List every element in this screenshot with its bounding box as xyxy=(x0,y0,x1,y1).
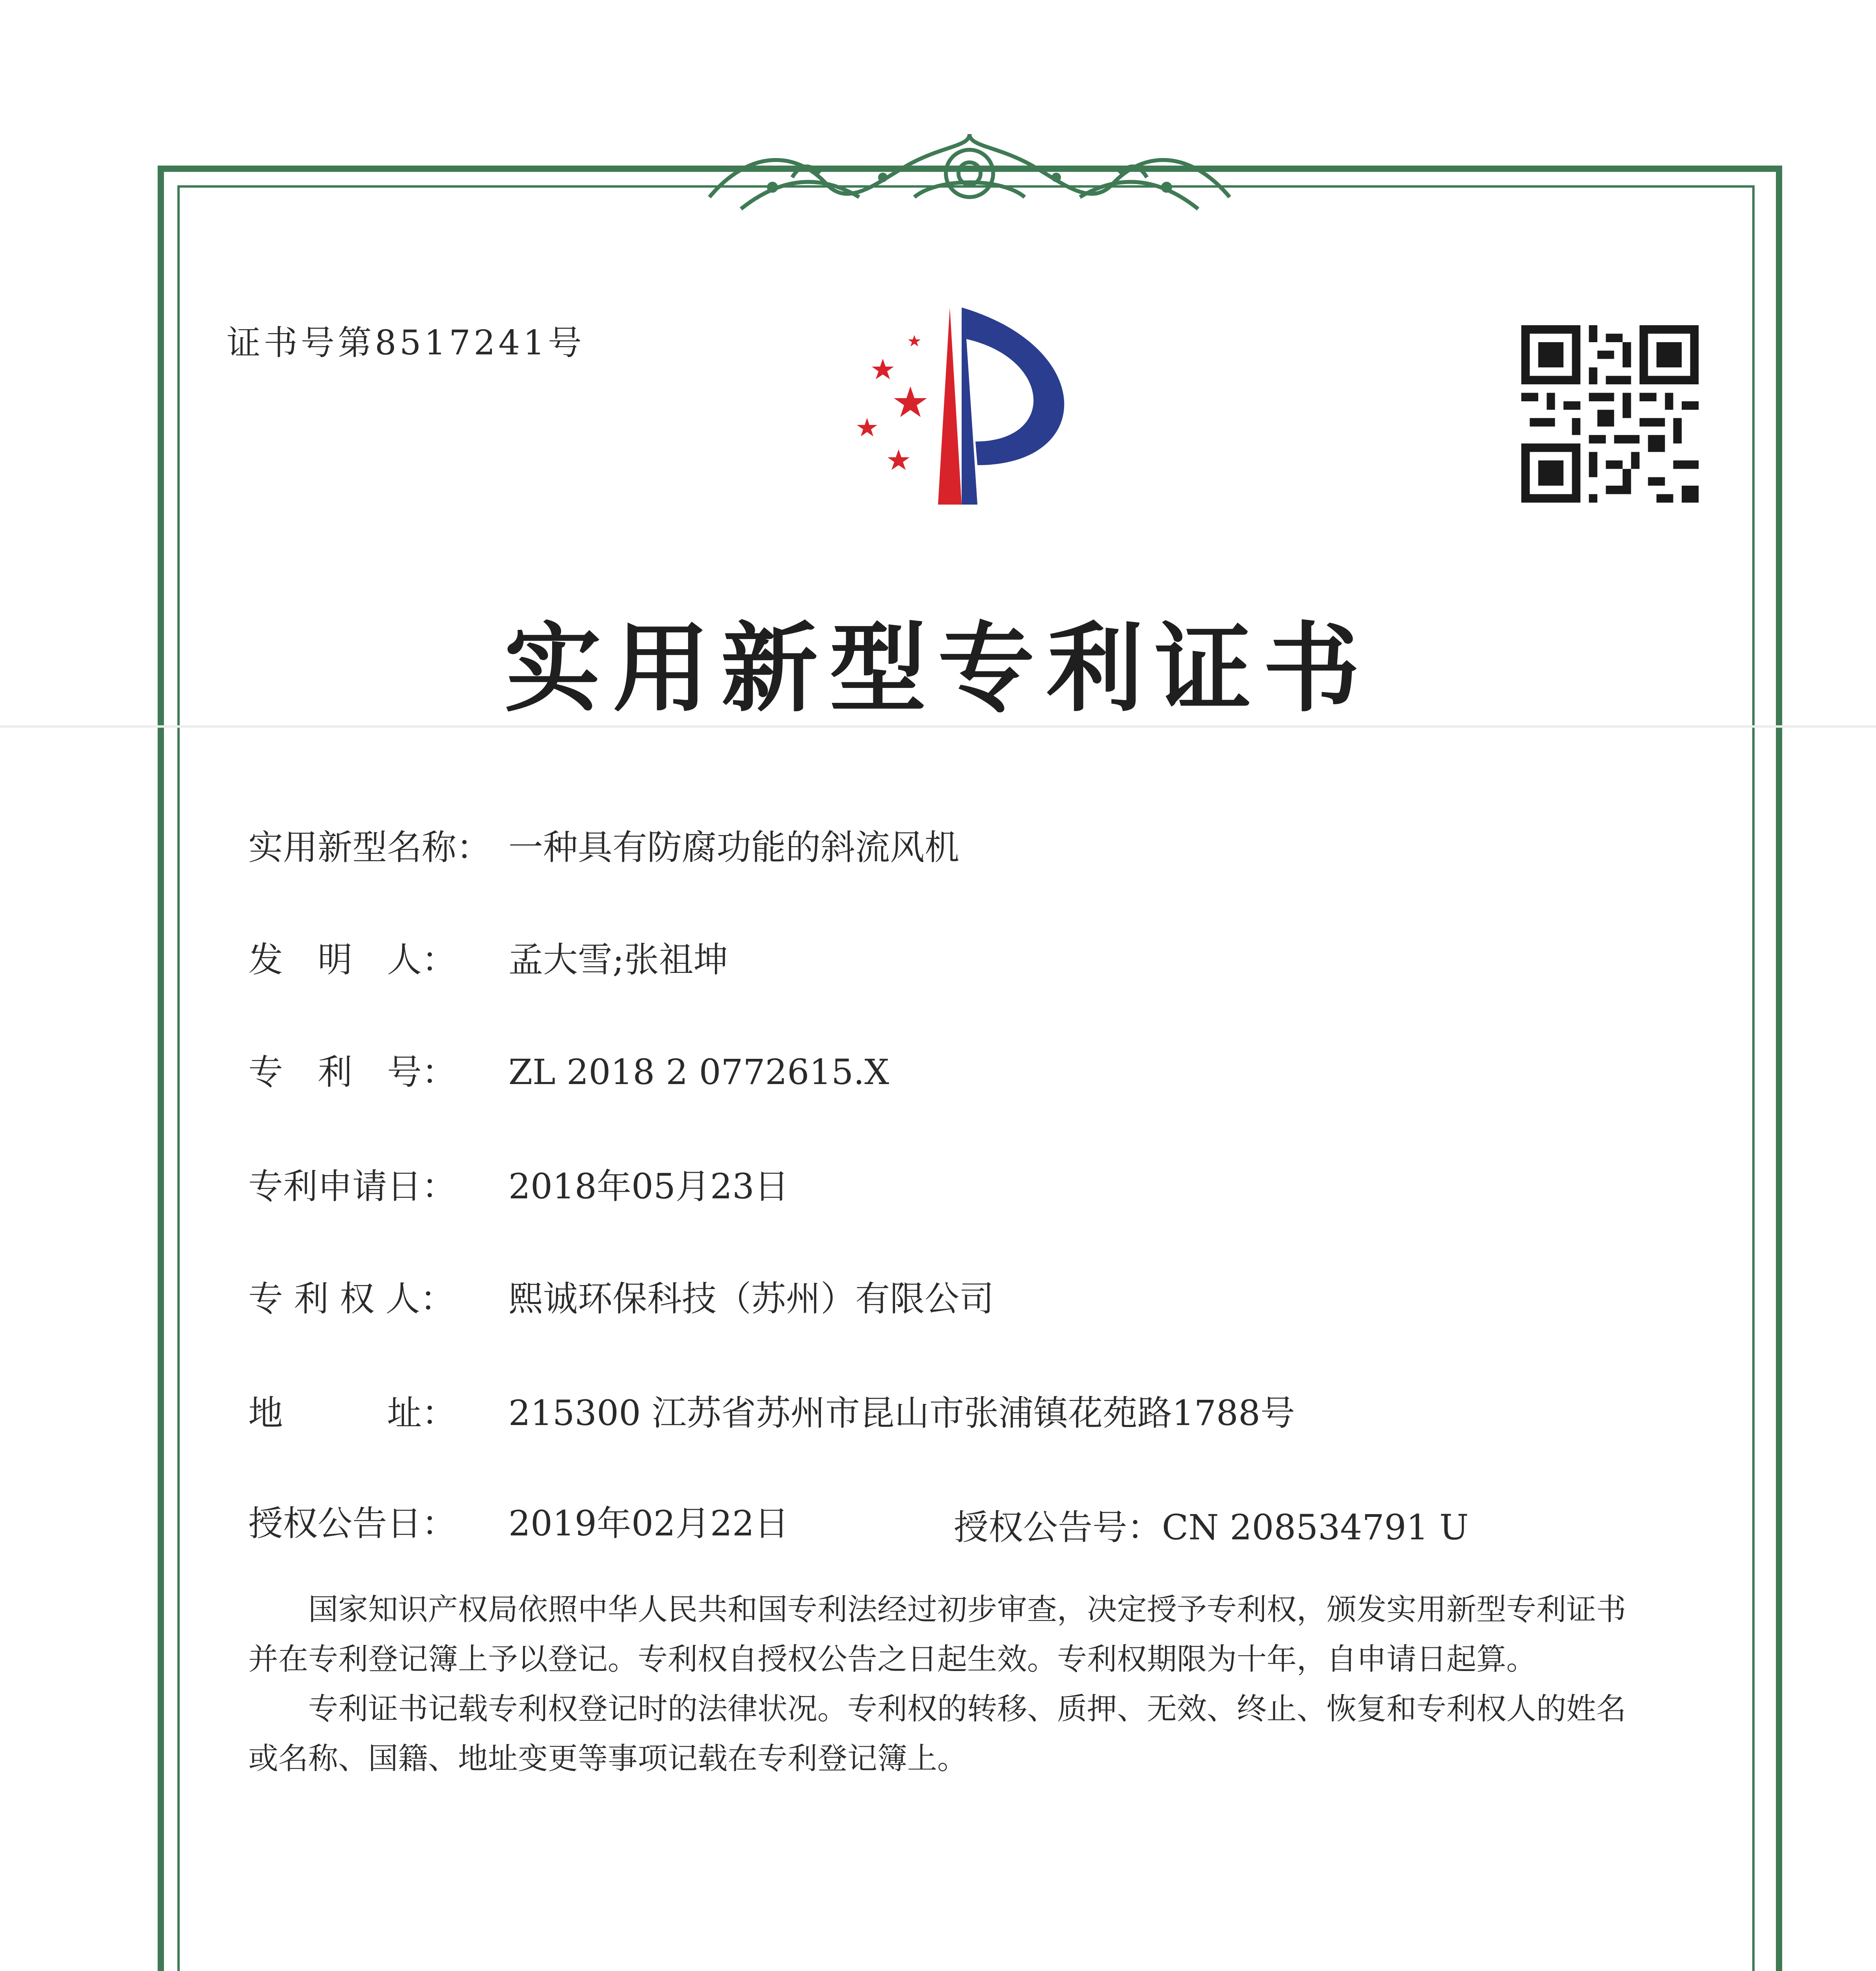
qr-code-icon xyxy=(1521,323,1699,505)
legal-statement xyxy=(248,1585,1651,1783)
field-utility-model-name xyxy=(248,820,959,870)
field-label: 专利申请日： xyxy=(248,1166,457,1207)
field-patentee xyxy=(248,1271,994,1321)
cnipa-logo-icon xyxy=(820,300,1119,520)
field-label: 授权公告日： xyxy=(248,1503,457,1544)
legal-paragraph-2: 专利证书记载专利权登记时的法律状况。专利权的转移、质押、无效、终止、恢复和专利权人的姓名或名称、国籍、地址变更等事项记载在专利登记簿上。 xyxy=(248,1691,1626,1776)
field-label: 授权公告号： xyxy=(954,1507,1162,1548)
field-value: 215300 江苏省苏州市昆山市张浦镇花苑路1788号 xyxy=(508,1393,1295,1433)
document-title: 实用新型专利证书 xyxy=(504,611,1372,725)
field-inventor xyxy=(248,932,728,982)
field-label: 专 利 权 人： xyxy=(248,1278,455,1319)
legal-paragraph-1: 国家知识产权局依照中华人民共和国专利法经过初步审查，决定授予专利权，颁发实用新型专利证书并在专利登记簿上予以登记。专利权自授权公告之日起生效。专利权期限为十年，自申请日起算。 xyxy=(248,1592,1626,1677)
field-patent-number xyxy=(248,1045,889,1094)
field-label: 专 利 号： xyxy=(248,1052,457,1092)
field-value: CN 208534791 U xyxy=(1162,1507,1469,1548)
certificate-number: 证书号第8517241号 xyxy=(227,323,585,363)
field-value: 熙诚环保科技（苏州）有限公司 xyxy=(508,1278,994,1319)
field-grant-announcement-date xyxy=(248,1496,789,1546)
field-value: 一种具有防腐功能的斜流风机 xyxy=(508,827,960,868)
field-application-date xyxy=(248,1159,789,1209)
field-label: 发 明 人： xyxy=(248,939,457,980)
field-label: 地 址： xyxy=(248,1393,457,1433)
field-label: 实用新型名称： xyxy=(248,827,491,868)
field-value: 2018年05月23日 xyxy=(508,1166,789,1207)
field-address xyxy=(248,1386,1295,1435)
field-value: ZL 2018 2 0772615.X xyxy=(508,1052,889,1092)
top-ornament-icon xyxy=(694,118,1245,221)
field-value: 2019年02月22日 xyxy=(508,1503,789,1544)
field-grant-announcement-number xyxy=(954,1500,1468,1550)
field-value: 孟大雪;张祖坤 xyxy=(508,939,728,980)
